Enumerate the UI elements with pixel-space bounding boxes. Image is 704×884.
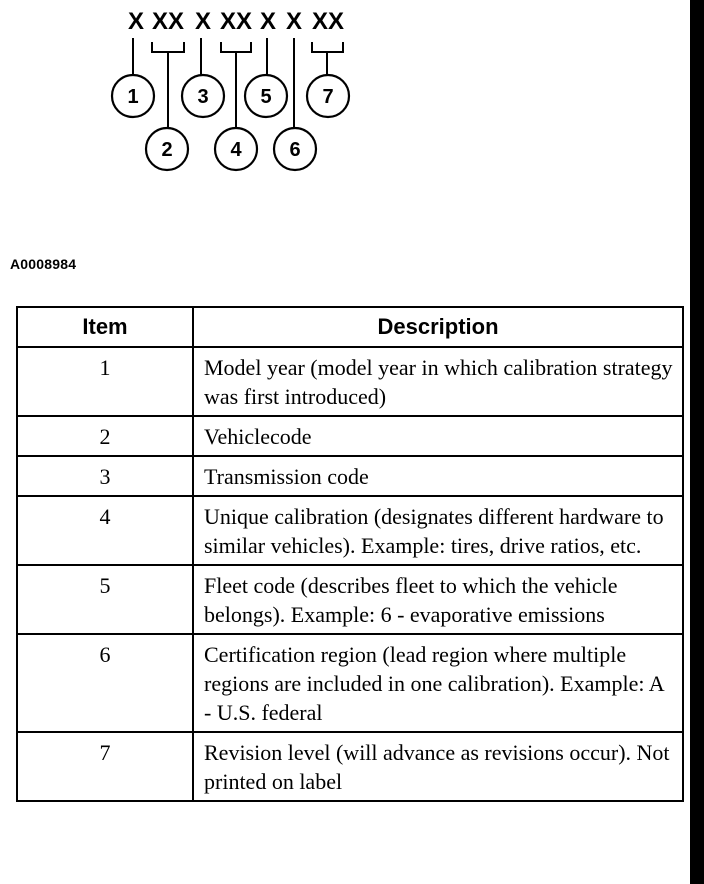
item-cell: 7: [17, 732, 193, 801]
table-header-row: [17, 307, 683, 347]
calibration-code-diagram: [0, 0, 400, 190]
item-description-table: [16, 306, 684, 802]
table-row: [17, 347, 683, 416]
code-part-2: XX: [151, 8, 185, 35]
code-part-4: XX: [219, 8, 253, 35]
callout-number-5: 5: [260, 86, 272, 108]
code-part-3: X: [194, 8, 212, 35]
item-cell: 1: [17, 347, 193, 416]
description-cell: Fleet code (describes fleet to which the vehicle belongs). Example: 6 - evaporative emissions: [193, 565, 683, 634]
table-row: [17, 416, 683, 456]
header-description: Description: [193, 307, 683, 347]
item-cell: 6: [17, 634, 193, 732]
figure-id: A0008984: [10, 256, 77, 272]
table-row: [17, 634, 683, 732]
code-part-7: XX: [311, 8, 345, 35]
description-cell: Unique calibration (designates different hardware to similar vehicles). Example: tires, drive ratios, etc.: [193, 496, 683, 565]
table-row: [17, 732, 683, 801]
callout-number-7: 7: [322, 86, 334, 108]
callout-number-3: 3: [197, 86, 209, 108]
description-cell: Revision level (will advance as revisions occur). Not printed on label: [193, 732, 683, 801]
description-cell: Transmission code: [193, 456, 683, 496]
callout-number-4: 4: [230, 139, 242, 161]
description-cell: Certification region (lead region where multiple regions are included in one calibration). Example: A - U.S. federal: [193, 634, 683, 732]
code-part-1: X: [127, 8, 145, 35]
callout-number-2: 2: [161, 139, 173, 161]
description-cell: Model year (model year in which calibration strategy was first introduced): [193, 347, 683, 416]
item-cell: 5: [17, 565, 193, 634]
table-row: [17, 496, 683, 565]
item-cell: 2: [17, 416, 193, 456]
callout-number-6: 6: [289, 139, 301, 161]
code-part-5: X: [259, 8, 277, 35]
callout-number-1: 1: [127, 86, 139, 108]
table-row: [17, 565, 683, 634]
table-row: [17, 456, 683, 496]
item-cell: 4: [17, 496, 193, 565]
page-edge-bar: [690, 0, 704, 884]
code-part-6: X: [285, 8, 303, 35]
item-cell: 3: [17, 456, 193, 496]
header-item: Item: [17, 307, 193, 347]
description-cell: Vehiclecode: [193, 416, 683, 456]
